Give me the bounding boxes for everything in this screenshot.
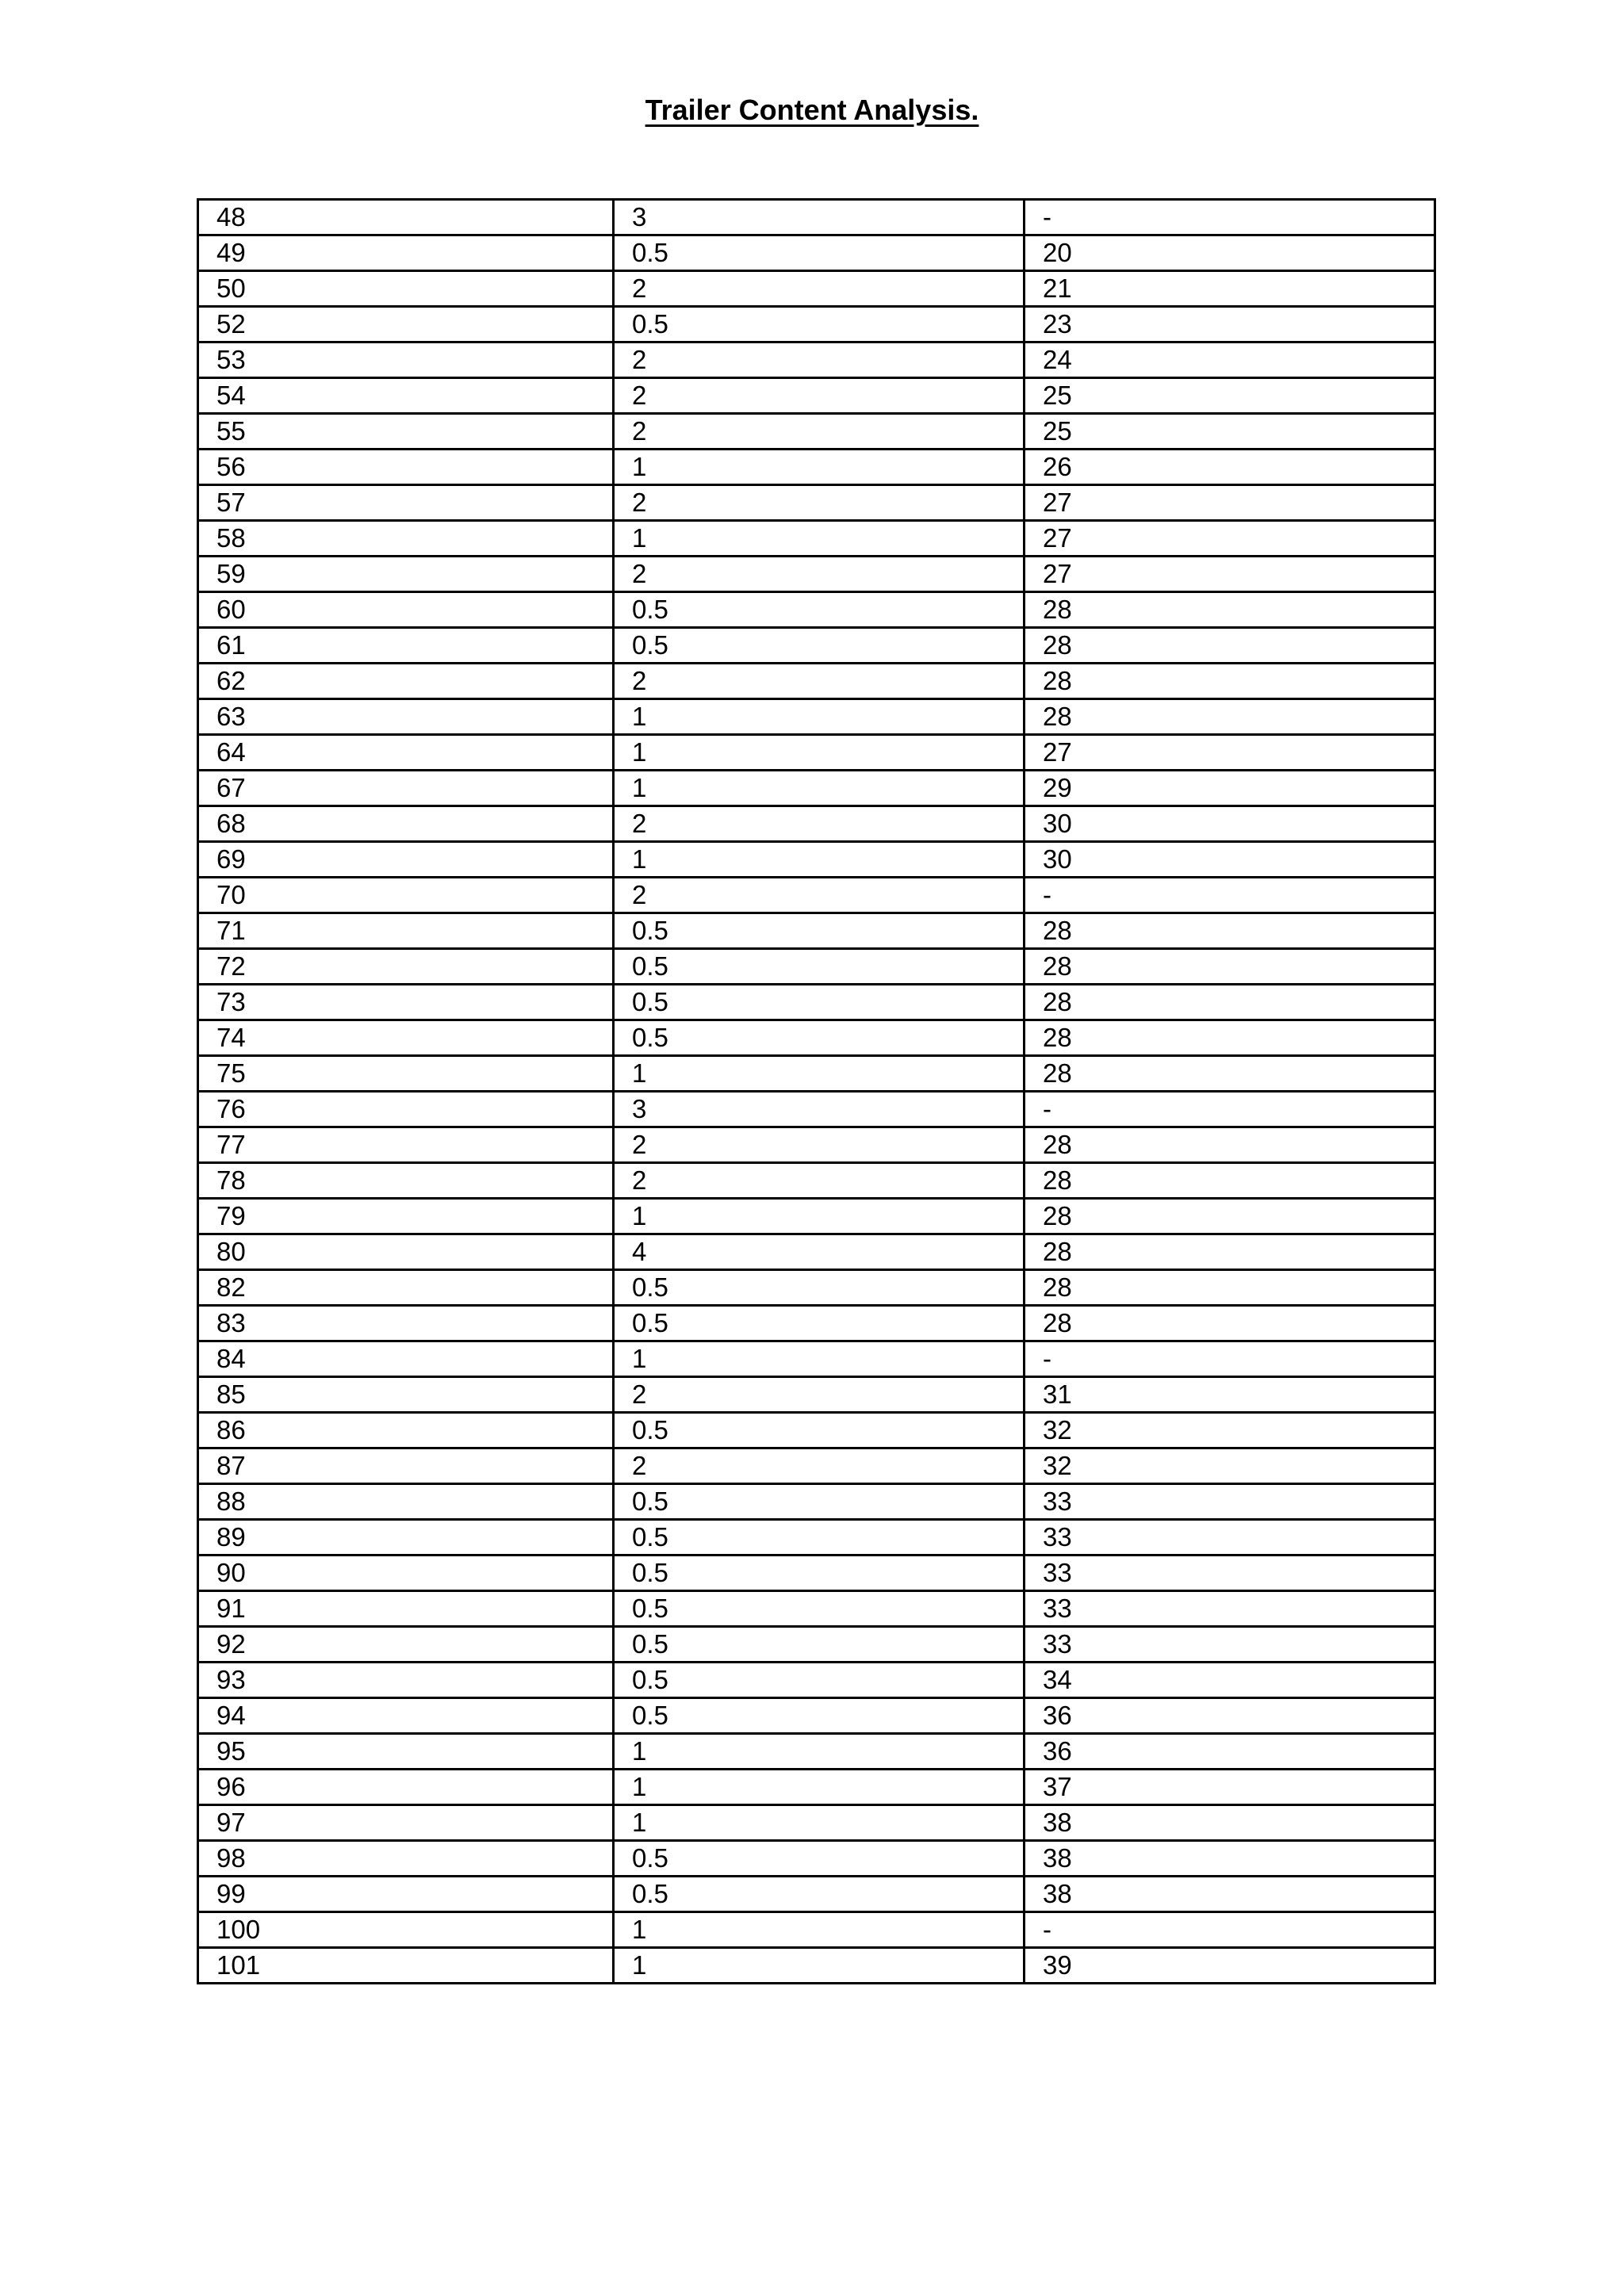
third-column-cell: 28 — [1025, 699, 1435, 735]
first-column-cell: 79 — [198, 1199, 614, 1234]
first-column-cell: 70 — [198, 878, 614, 913]
first-column-cell: 93 — [198, 1663, 614, 1698]
second-column-cell: 3 — [614, 1092, 1025, 1127]
second-column-cell: 0.5 — [614, 1556, 1025, 1591]
third-column-cell: 28 — [1025, 664, 1435, 699]
table-row — [198, 378, 1435, 414]
second-column-cell: 0.5 — [614, 1663, 1025, 1698]
first-column-cell: 74 — [198, 1020, 614, 1056]
third-column-cell: - — [1025, 1092, 1435, 1127]
third-column-cell: 34 — [1025, 1663, 1435, 1698]
second-column-cell: 2 — [614, 664, 1025, 699]
first-column-cell: 83 — [198, 1306, 614, 1341]
third-column-cell: 36 — [1025, 1698, 1435, 1734]
third-column-cell: 28 — [1025, 628, 1435, 664]
first-column-cell: 64 — [198, 735, 614, 771]
table-row — [198, 235, 1435, 271]
first-column-cell: 100 — [198, 1912, 614, 1948]
third-column-cell: 23 — [1025, 307, 1435, 342]
third-column-cell: 28 — [1025, 913, 1435, 949]
first-column-cell: 76 — [198, 1092, 614, 1127]
third-column-cell: 33 — [1025, 1591, 1435, 1627]
third-column-cell: 28 — [1025, 1163, 1435, 1199]
table-row — [198, 878, 1435, 913]
third-column-cell: - — [1025, 878, 1435, 913]
table-row — [198, 1841, 1435, 1877]
table-row — [198, 307, 1435, 342]
second-column-cell: 1 — [614, 1341, 1025, 1377]
first-column-cell: 101 — [198, 1948, 614, 1984]
table-row — [198, 521, 1435, 557]
first-column-cell: 92 — [198, 1627, 614, 1663]
second-column-cell: 4 — [614, 1234, 1025, 1270]
first-column-cell: 87 — [198, 1448, 614, 1484]
third-column-cell: 27 — [1025, 521, 1435, 557]
second-column-cell: 1 — [614, 1770, 1025, 1805]
second-column-cell: 0.5 — [614, 1591, 1025, 1627]
second-column-cell: 0.5 — [614, 1270, 1025, 1306]
first-column-cell: 73 — [198, 985, 614, 1020]
third-column-cell: 33 — [1025, 1520, 1435, 1556]
table-row — [198, 1092, 1435, 1127]
second-column-cell: 2 — [614, 557, 1025, 592]
table-row — [198, 1413, 1435, 1448]
third-column-cell: 36 — [1025, 1734, 1435, 1770]
table-row — [198, 985, 1435, 1020]
second-column-cell: 1 — [614, 771, 1025, 806]
second-column-cell: 0.5 — [614, 1841, 1025, 1877]
third-column-cell: 38 — [1025, 1877, 1435, 1912]
second-column-cell: 2 — [614, 378, 1025, 414]
second-column-cell: 1 — [614, 842, 1025, 878]
table-row — [198, 1591, 1435, 1627]
third-column-cell: 21 — [1025, 271, 1435, 307]
second-column-cell: 0.5 — [614, 307, 1025, 342]
third-column-cell: 38 — [1025, 1841, 1435, 1877]
second-column-cell: 0.5 — [614, 1698, 1025, 1734]
third-column-cell: 25 — [1025, 414, 1435, 450]
third-column-cell: 26 — [1025, 450, 1435, 485]
second-column-cell: 0.5 — [614, 913, 1025, 949]
table-row — [198, 1234, 1435, 1270]
second-column-cell: 2 — [614, 485, 1025, 521]
first-column-cell: 48 — [198, 200, 614, 235]
first-column-cell: 90 — [198, 1556, 614, 1591]
second-column-cell: 0.5 — [614, 1484, 1025, 1520]
third-column-cell: 28 — [1025, 949, 1435, 985]
second-column-cell: 0.5 — [614, 1877, 1025, 1912]
first-column-cell: 85 — [198, 1377, 614, 1413]
table-row — [198, 1805, 1435, 1841]
first-column-cell: 75 — [198, 1056, 614, 1092]
second-column-cell: 0.5 — [614, 985, 1025, 1020]
table-row — [198, 1734, 1435, 1770]
table-row — [198, 1770, 1435, 1805]
table-row — [198, 1020, 1435, 1056]
third-column-cell: 32 — [1025, 1448, 1435, 1484]
first-column-cell: 88 — [198, 1484, 614, 1520]
table-row — [198, 1270, 1435, 1306]
first-column-cell: 60 — [198, 592, 614, 628]
first-column-cell: 97 — [198, 1805, 614, 1841]
second-column-cell: 1 — [614, 1199, 1025, 1234]
table-row — [198, 1127, 1435, 1163]
second-column-cell: 0.5 — [614, 235, 1025, 271]
table-row — [198, 1448, 1435, 1484]
table-row — [198, 1948, 1435, 1984]
first-column-cell: 53 — [198, 342, 614, 378]
table-row — [198, 1306, 1435, 1341]
third-column-cell: 28 — [1025, 985, 1435, 1020]
third-column-cell: 39 — [1025, 1948, 1435, 1984]
first-column-cell: 95 — [198, 1734, 614, 1770]
second-column-cell: 2 — [614, 806, 1025, 842]
first-column-cell: 57 — [198, 485, 614, 521]
table-row — [198, 414, 1435, 450]
third-column-cell: 33 — [1025, 1627, 1435, 1663]
table-row — [198, 664, 1435, 699]
table-row — [198, 1627, 1435, 1663]
third-column-cell: 28 — [1025, 1020, 1435, 1056]
second-column-cell: 1 — [614, 1805, 1025, 1841]
table-row — [198, 271, 1435, 307]
table-row — [198, 1341, 1435, 1377]
third-column-cell: 28 — [1025, 1199, 1435, 1234]
table-row — [198, 557, 1435, 592]
third-column-cell: 27 — [1025, 557, 1435, 592]
second-column-cell: 2 — [614, 878, 1025, 913]
second-column-cell: 0.5 — [614, 592, 1025, 628]
second-column-cell: 2 — [614, 1163, 1025, 1199]
first-column-cell: 67 — [198, 771, 614, 806]
first-column-cell: 52 — [198, 307, 614, 342]
second-column-cell: 2 — [614, 1377, 1025, 1413]
third-column-cell: 24 — [1025, 342, 1435, 378]
third-column-cell: 33 — [1025, 1556, 1435, 1591]
first-column-cell: 49 — [198, 235, 614, 271]
third-column-cell: 28 — [1025, 1234, 1435, 1270]
second-column-cell: 2 — [614, 342, 1025, 378]
second-column-cell: 2 — [614, 271, 1025, 307]
third-column-cell: 28 — [1025, 592, 1435, 628]
third-column-cell: 27 — [1025, 485, 1435, 521]
first-column-cell: 91 — [198, 1591, 614, 1627]
first-column-cell: 56 — [198, 450, 614, 485]
second-column-cell: 1 — [614, 1912, 1025, 1948]
first-column-cell: 59 — [198, 557, 614, 592]
second-column-cell: 0.5 — [614, 1627, 1025, 1663]
table-row — [198, 1520, 1435, 1556]
third-column-cell: 38 — [1025, 1805, 1435, 1841]
table-row — [198, 806, 1435, 842]
table-row — [198, 450, 1435, 485]
third-column-cell: 25 — [1025, 378, 1435, 414]
first-column-cell: 58 — [198, 521, 614, 557]
table-row — [198, 1199, 1435, 1234]
first-column-cell: 80 — [198, 1234, 614, 1270]
first-column-cell: 89 — [198, 1520, 614, 1556]
first-column-cell: 82 — [198, 1270, 614, 1306]
third-column-cell: 30 — [1025, 806, 1435, 842]
first-column-cell: 62 — [198, 664, 614, 699]
table-row — [198, 592, 1435, 628]
third-column-cell: 28 — [1025, 1056, 1435, 1092]
first-column-cell: 72 — [198, 949, 614, 985]
data-table — [197, 198, 1436, 1984]
table-row — [198, 771, 1435, 806]
third-column-cell: - — [1025, 200, 1435, 235]
third-column-cell: 28 — [1025, 1127, 1435, 1163]
first-column-cell: 96 — [198, 1770, 614, 1805]
second-column-cell: 1 — [614, 1948, 1025, 1984]
first-column-cell: 71 — [198, 913, 614, 949]
second-column-cell: 1 — [614, 1056, 1025, 1092]
table-row — [198, 1663, 1435, 1698]
second-column-cell: 0.5 — [614, 1306, 1025, 1341]
third-column-cell: 28 — [1025, 1270, 1435, 1306]
third-column-cell: 20 — [1025, 235, 1435, 271]
first-column-cell: 99 — [198, 1877, 614, 1912]
table-row — [198, 1484, 1435, 1520]
table-body — [198, 200, 1435, 1984]
table-row — [198, 949, 1435, 985]
first-column-cell: 86 — [198, 1413, 614, 1448]
second-column-cell: 2 — [614, 1127, 1025, 1163]
first-column-cell: 50 — [198, 271, 614, 307]
table-row — [198, 699, 1435, 735]
first-column-cell: 68 — [198, 806, 614, 842]
table-row — [198, 1163, 1435, 1199]
table-row — [198, 735, 1435, 771]
second-column-cell: 2 — [614, 414, 1025, 450]
table-row — [198, 485, 1435, 521]
table-row — [198, 1377, 1435, 1413]
third-column-cell: - — [1025, 1912, 1435, 1948]
first-column-cell: 78 — [198, 1163, 614, 1199]
first-column-cell: 84 — [198, 1341, 614, 1377]
table-row — [198, 1912, 1435, 1948]
table-row — [198, 1877, 1435, 1912]
second-column-cell: 0.5 — [614, 1020, 1025, 1056]
second-column-cell: 0.5 — [614, 1520, 1025, 1556]
second-column-cell: 1 — [614, 1734, 1025, 1770]
first-column-cell: 77 — [198, 1127, 614, 1163]
second-column-cell: 3 — [614, 200, 1025, 235]
third-column-cell: 27 — [1025, 735, 1435, 771]
table-row — [198, 342, 1435, 378]
second-column-cell: 1 — [614, 699, 1025, 735]
table-row — [198, 842, 1435, 878]
third-column-cell: 33 — [1025, 1484, 1435, 1520]
third-column-cell: - — [1025, 1341, 1435, 1377]
second-column-cell: 1 — [614, 450, 1025, 485]
third-column-cell: 29 — [1025, 771, 1435, 806]
third-column-cell: 30 — [1025, 842, 1435, 878]
table-row — [198, 913, 1435, 949]
first-column-cell: 98 — [198, 1841, 614, 1877]
second-column-cell: 0.5 — [614, 1413, 1025, 1448]
first-column-cell: 69 — [198, 842, 614, 878]
table-row — [198, 1698, 1435, 1734]
first-column-cell: 61 — [198, 628, 614, 664]
table-row — [198, 1556, 1435, 1591]
first-column-cell: 63 — [198, 699, 614, 735]
third-column-cell: 31 — [1025, 1377, 1435, 1413]
page-title: Trailer Content Analysis. — [645, 94, 979, 126]
second-column-cell: 0.5 — [614, 949, 1025, 985]
second-column-cell: 2 — [614, 1448, 1025, 1484]
first-column-cell: 55 — [198, 414, 614, 450]
third-column-cell: 28 — [1025, 1306, 1435, 1341]
table-row — [198, 1056, 1435, 1092]
second-column-cell: 0.5 — [614, 628, 1025, 664]
third-column-cell: 32 — [1025, 1413, 1435, 1448]
table-row — [198, 628, 1435, 664]
second-column-cell: 1 — [614, 735, 1025, 771]
first-column-cell: 94 — [198, 1698, 614, 1734]
table-row — [198, 200, 1435, 235]
third-column-cell: 37 — [1025, 1770, 1435, 1805]
first-column-cell: 54 — [198, 378, 614, 414]
second-column-cell: 1 — [614, 521, 1025, 557]
